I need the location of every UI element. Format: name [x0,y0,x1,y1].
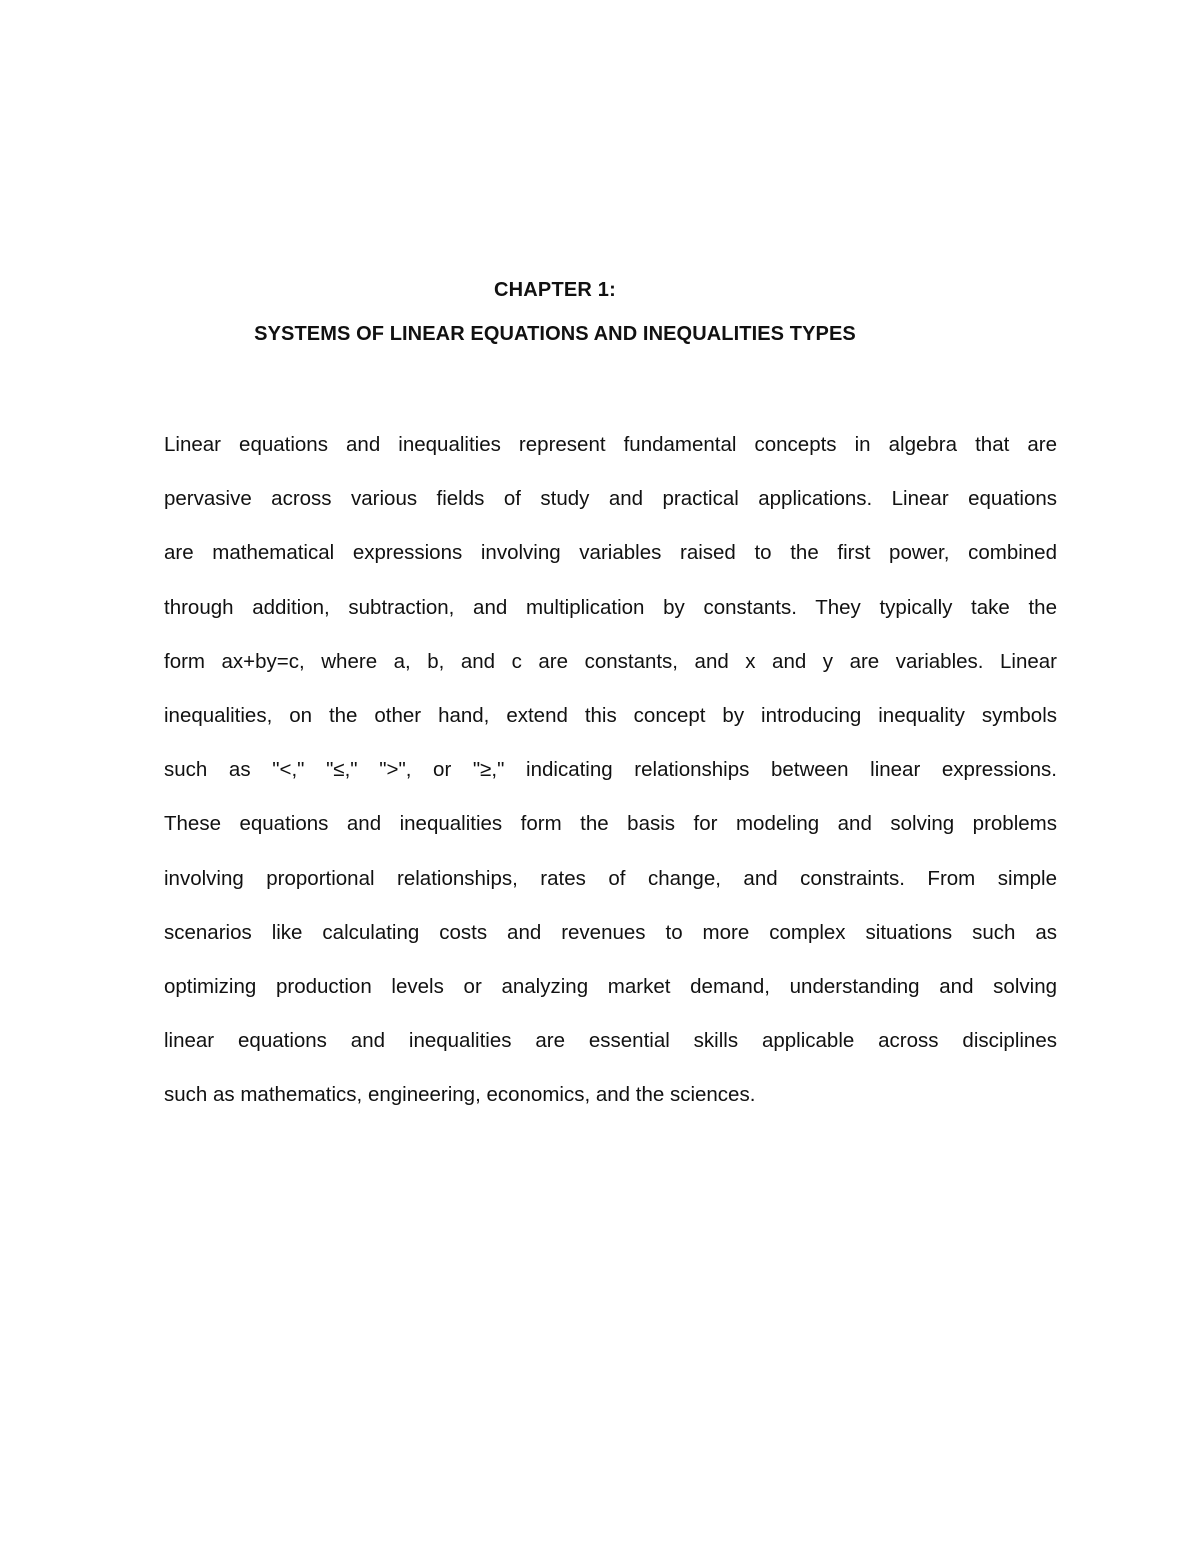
paragraph-line: such as "<," "≤," ">", or "≥," indicating relationships between linear expressions. [164,758,1057,782]
paragraph-line: through addition, subtraction, and multiplication by constants. They typically take the [164,595,1057,619]
chapter-label: CHAPTER 1: [493,279,616,301]
paragraph-line: optimizing production levels or analyzing market demand, understanding and solving [164,974,1057,998]
paragraph-line: such as mathematics, engineering, economics, and the sciences. [164,1083,756,1107]
paragraph-line: Linear equations and inequalities represent fundamental concepts in algebra that are [164,433,1057,456]
paragraph-line: These equations and inequalities form the basis for modeling and solving problems [164,812,1057,836]
paragraph-line: inequalities, on the other hand, extend this concept by introducing inequality symbols [164,703,1057,727]
paragraph-line: form ax+by=c, where a, b, and c are constants, and x and y are variables. Linear [164,649,1057,673]
paragraph-line: pervasive across various fields of study and practical applications. Linear equations [164,487,1057,511]
paragraph-line: are mathematical expressions involving variables raised to the first power, combined [164,541,1057,565]
paragraph-line: linear equations and inequalities are essential skills applicable across disciplines [164,1029,1057,1053]
paragraph-line: involving proportional relationships, rates of change, and constraints. From simple [164,866,1057,890]
paragraph-line: scenarios like calculating costs and revenues to more complex situations such as [164,920,1057,944]
chapter-title: SYSTEMS OF LINEAR EQUATIONS AND INEQUALITIES TYPES [254,323,856,345]
body-paragraph [164,418,1057,1122]
